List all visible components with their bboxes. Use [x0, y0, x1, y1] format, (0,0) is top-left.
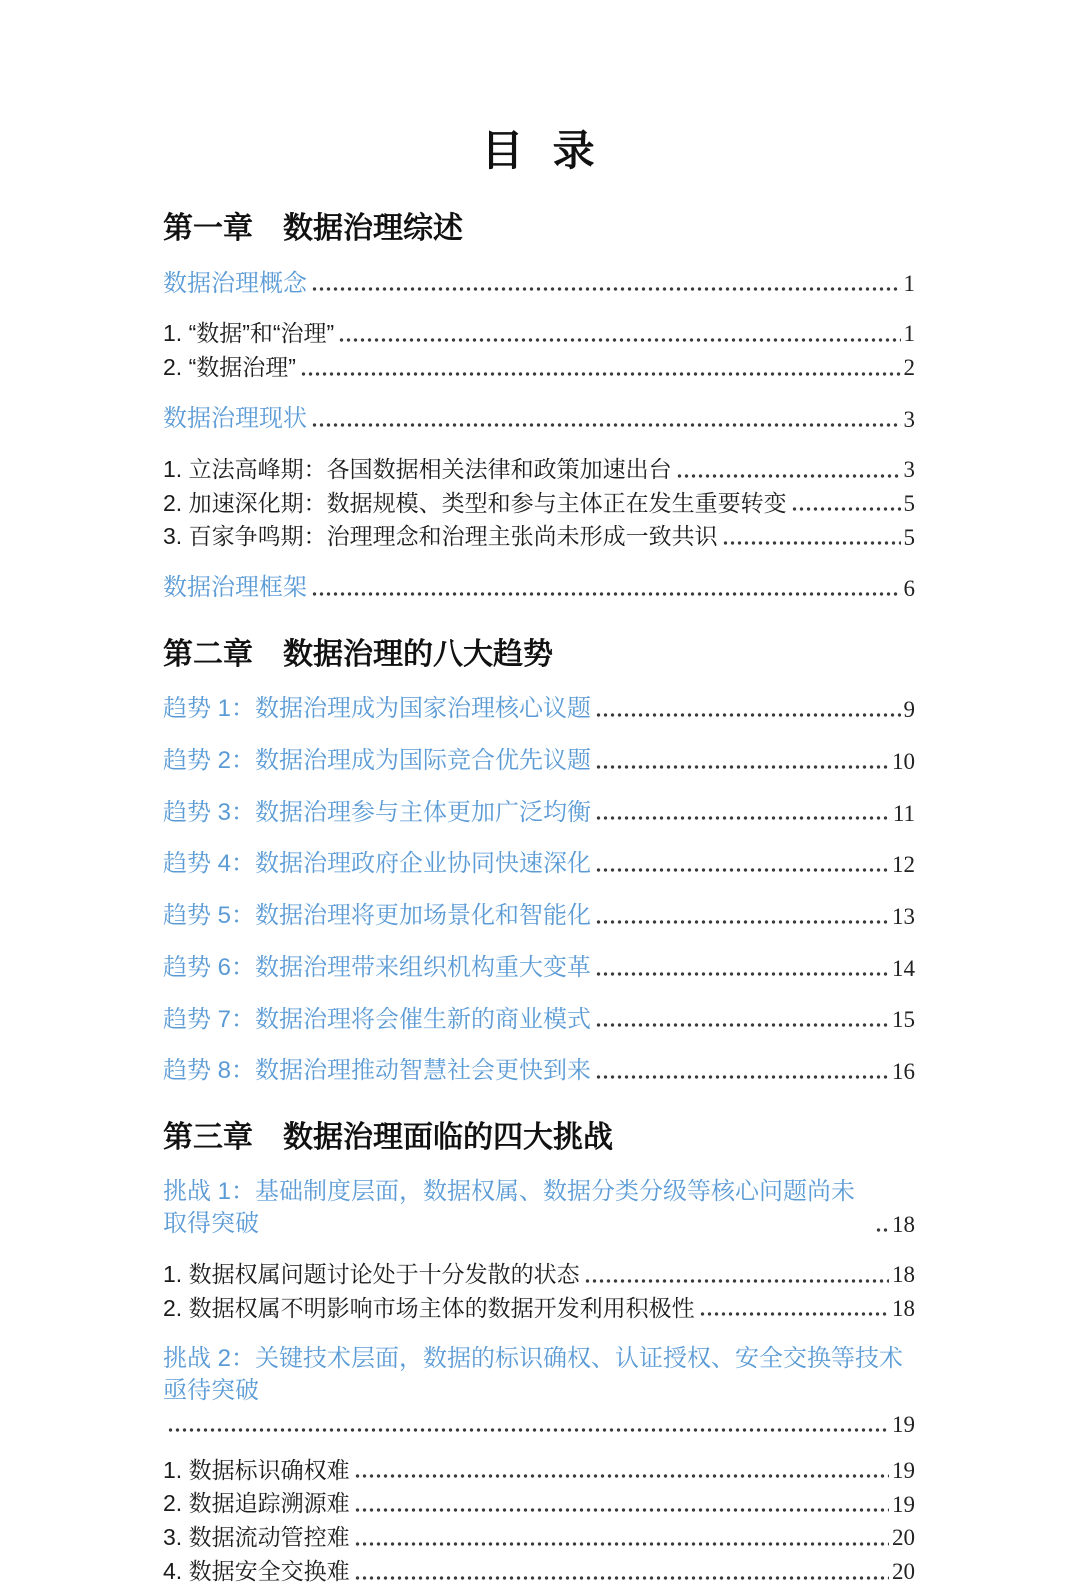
dot-leader	[167, 1428, 889, 1432]
page-number: 19	[892, 1457, 915, 1483]
toc-list	[163, 210, 915, 1587]
toc-entry[interactable]	[163, 952, 915, 984]
page-number: 2	[903, 355, 915, 381]
page-number: 11	[892, 800, 915, 826]
entry-label: 趋势 4：数据治理政府企业协同快速深化	[163, 850, 592, 878]
entry-label: 1. 数据权属问题讨论处于十分发散的状态	[163, 1260, 580, 1287]
entry-label: 第一章 数据治理综述	[163, 212, 463, 245]
entry-label: 2. “数据治理”	[163, 354, 296, 381]
entry-label: 2. 加速深化期：数据规模、类型和参与主体正在发生重要转变	[163, 489, 787, 516]
dot-leader	[311, 423, 901, 427]
toc-entry[interactable]	[163, 1055, 915, 1087]
page-number: 19	[892, 1491, 915, 1517]
toc-entry[interactable]	[163, 1557, 915, 1587]
entry-label: 趋势 6：数据治理带来组织机构重大变革	[163, 953, 592, 981]
dot-leader	[875, 1228, 889, 1232]
page-title: 目 录	[481, 127, 597, 174]
entry-label: 3. 百家争鸣期：治理理念和治理主张尚未形成一致共识	[163, 523, 718, 550]
page-number: 15	[892, 1007, 915, 1033]
page-number: 3	[903, 406, 915, 432]
toc-entry[interactable]	[163, 455, 915, 485]
entry-label: 第三章 数据治理面临的四大挑战	[163, 1120, 613, 1154]
dot-leader	[595, 868, 889, 872]
toc-entry[interactable]	[163, 745, 915, 777]
entry-label: 2. 数据权属不明影响市场主体的数据开发利用积极性	[163, 1294, 695, 1321]
toc-entry[interactable]	[163, 797, 915, 829]
page-number: 18	[892, 1211, 915, 1237]
toc-entry[interactable]	[163, 319, 915, 349]
toc-entry[interactable]	[163, 1456, 915, 1486]
page-number: 18	[892, 1295, 915, 1321]
page-number: 5	[903, 490, 915, 516]
dot-leader	[311, 287, 901, 291]
entry-label: 2. 数据追踪溯源难	[163, 1490, 350, 1517]
toc-entry[interactable]	[163, 1176, 915, 1239]
toc-entry[interactable]	[163, 353, 915, 383]
page-number: 5	[903, 524, 915, 550]
toc-entry[interactable]	[163, 848, 915, 880]
entry-label: 数据治理概念	[163, 269, 307, 297]
toc-entry[interactable]	[163, 268, 915, 300]
entry-label: 数据治理现状	[163, 404, 307, 432]
entry-label: 1. 数据标识确权难	[163, 1456, 350, 1483]
dot-leader	[595, 765, 889, 769]
page-number: 20	[892, 1559, 915, 1585]
dot-leader	[354, 1474, 889, 1478]
page-number: 19	[892, 1411, 915, 1437]
page-number: 13	[892, 904, 915, 930]
dot-leader	[595, 920, 889, 924]
toc-entry[interactable]	[163, 1294, 915, 1324]
entry-label: 挑战 1：基础制度层面，数据权属、数据分类分级等核心问题尚未取得突破	[163, 1178, 856, 1238]
toc-entry[interactable]	[163, 1004, 915, 1036]
dot-leader	[354, 1542, 889, 1546]
toc-entry[interactable]	[163, 489, 915, 519]
toc-entry[interactable]	[163, 1343, 915, 1406]
toc-entry[interactable]	[163, 900, 915, 932]
dot-leader	[595, 1023, 889, 1027]
toc-entry[interactable]	[163, 572, 915, 604]
dot-leader	[354, 1508, 889, 1512]
dot-leader	[595, 713, 900, 717]
dot-leader	[300, 372, 901, 376]
toc-entry[interactable]	[163, 1489, 915, 1519]
entry-label: 趋势 1：数据治理成为国家治理核心议题	[163, 695, 592, 723]
entry-label: 第二章 数据治理的八大趋势	[163, 637, 553, 671]
dot-leader	[311, 592, 901, 596]
entry-label: 趋势 8：数据治理推动智慧社会更快到来	[163, 1057, 592, 1085]
entry-label: 3. 数据流动管控难	[163, 1524, 350, 1551]
dot-leader	[354, 1576, 889, 1580]
entry-label: 4. 数据安全交换难	[163, 1558, 350, 1585]
dot-leader	[595, 1075, 889, 1079]
page-number: 20	[892, 1525, 915, 1551]
toc-entry[interactable]	[163, 1523, 915, 1553]
page-number: 14	[892, 955, 915, 981]
page-number: 16	[892, 1059, 915, 1085]
entry-label: 趋势 7：数据治理将会催生新的商业模式	[163, 1005, 592, 1033]
entry-label: 挑战 2：关键技术层面，数据的标识确权、认证授权、安全交换等技术亟待突破	[163, 1345, 904, 1405]
entry-label: 趋势 3：数据治理参与主体更加广泛均衡	[163, 798, 592, 826]
toc-chapter-heading	[163, 636, 915, 674]
dot-leader	[338, 338, 900, 342]
dot-leader	[595, 816, 890, 820]
toc-chapter-heading	[163, 210, 915, 248]
dot-leader	[722, 541, 901, 545]
dot-leader	[676, 474, 901, 478]
page-number: 1	[903, 321, 915, 347]
toc-entry[interactable]	[163, 693, 915, 725]
toc-entry[interactable]	[163, 403, 915, 435]
entry-label: 趋势 5：数据治理将更加场景化和智能化	[163, 902, 592, 930]
dot-leader	[595, 972, 889, 976]
entry-label: 1. “数据”和“治理”	[163, 320, 335, 347]
page-number: 1	[903, 271, 915, 297]
toc-chapter-heading	[163, 1119, 915, 1157]
page-number: 18	[892, 1261, 915, 1287]
entry-label: 数据治理框架	[163, 574, 307, 602]
page-number: 3	[903, 456, 915, 482]
page-number: 6	[903, 576, 915, 602]
toc-entry[interactable]	[163, 1260, 915, 1290]
entry-label: 趋势 2：数据治理成为国际竞合优先议题	[163, 747, 592, 775]
page-number: 12	[892, 852, 915, 878]
toc-entry[interactable]	[163, 522, 915, 552]
dot-leader	[584, 1279, 889, 1283]
dot-leader	[699, 1312, 889, 1316]
entry-label: 1. 立法高峰期：各国数据相关法律和政策加速出台	[163, 455, 672, 482]
page-number: 9	[903, 697, 915, 723]
toc-entry[interactable]	[163, 1411, 915, 1440]
page-number: 10	[892, 749, 915, 775]
dot-leader	[791, 507, 901, 511]
